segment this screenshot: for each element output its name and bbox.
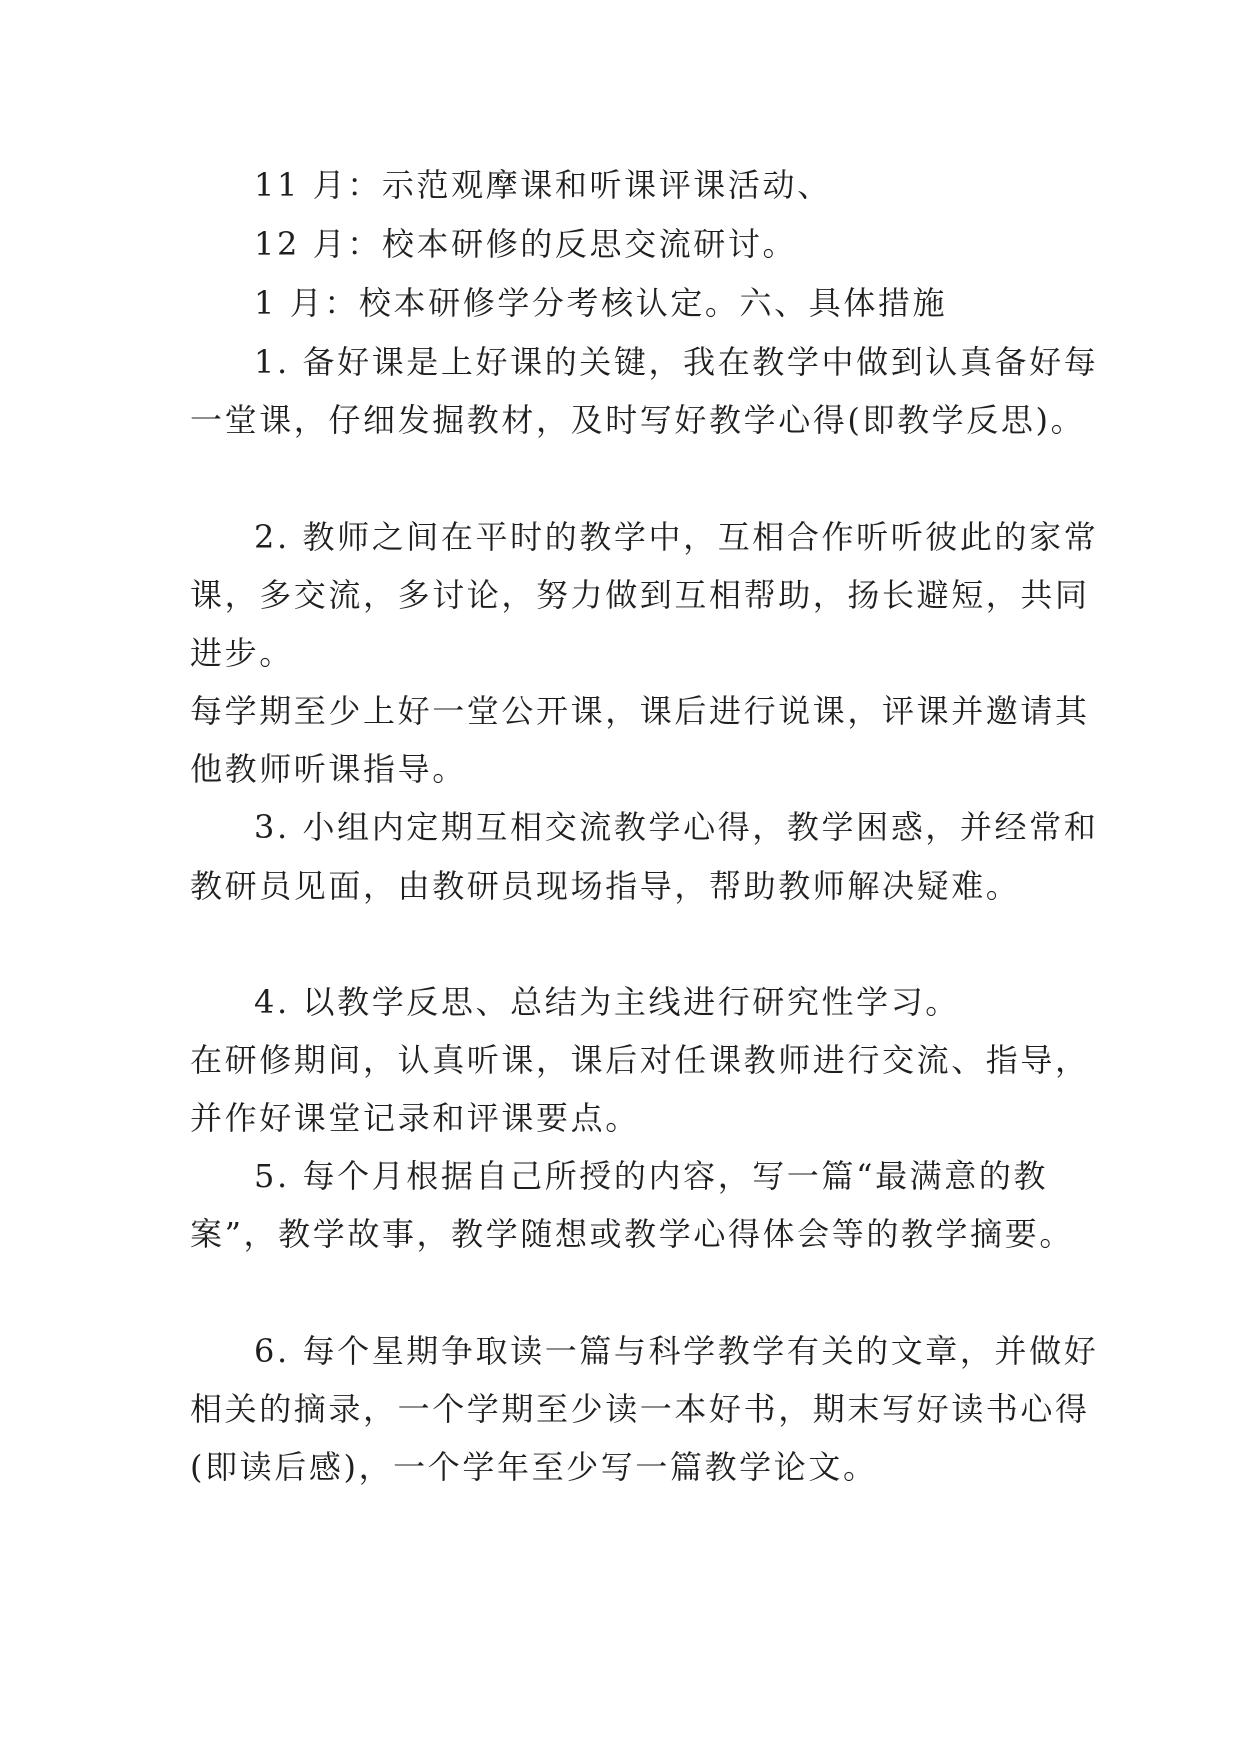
text-line: 教研员见面，由教研员现场指导，帮助教师解决疑难。	[190, 867, 1021, 905]
text-line: 6. 每个星期争取读一篇与科学教学有关的文章，并做好	[254, 1332, 1099, 1370]
text-line: 2. 教师之间在平时的教学中，互相合作听听彼此的家常	[254, 518, 1099, 556]
text-line: 案”，教学故事，教学随想或教学心得体会等的教学摘要。	[190, 1215, 1074, 1253]
text-line: 并作好课堂记录和评课要点。	[190, 1099, 640, 1137]
text-line: 他教师听课指导。	[190, 750, 467, 788]
text-line: 3. 小组内定期互相交流教学心得，教学困惑，并经常和	[254, 808, 1099, 846]
text-line: 12 月：校本研修的反思交流研讨。	[254, 225, 798, 263]
text-line: 每学期至少上好一堂公开课，课后进行说课，评课并邀请其	[190, 692, 1090, 730]
text-line: 1. 备好课是上好课的关键，我在教学中做到认真备好每	[254, 343, 1099, 381]
text-line: 一堂课，仔细发掘教材，及时写好教学心得(即教学反思)。	[190, 401, 1086, 439]
text-line: 在研修期间，认真听课，课后对任课教师进行交流、指导，	[190, 1041, 1090, 1079]
text-line: 课，多交流，多讨论，努力做到互相帮助，扬长避短，共同	[190, 576, 1090, 614]
text-line: 相关的摘录，一个学期至少读一本好书，期末写好读书心得	[190, 1390, 1090, 1428]
text-line: 进步。	[190, 634, 294, 672]
text-line: 11 月：示范观摩课和听课评课活动、	[254, 166, 832, 204]
text-line: 1 月：校本研修学分考核认定。六、具体措施	[254, 284, 948, 322]
text-line: 5. 每个月根据自己所授的内容，写一篇“最满意的教	[254, 1157, 1049, 1195]
text-line: (即读后感)，一个学年至少写一篇教学论文。	[190, 1448, 878, 1486]
text-line: 4. 以教学反思、总结为主线进行研究性学习。	[254, 983, 960, 1021]
